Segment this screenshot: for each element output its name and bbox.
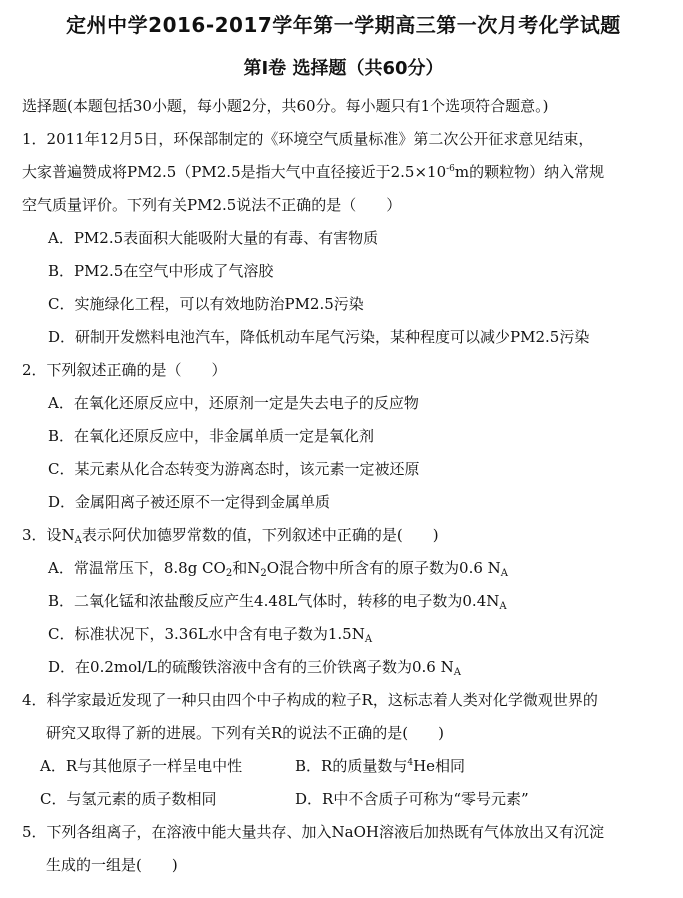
q2-option-b: B．在氧化还原反应中，非金属单质一定是氧化剂 bbox=[48, 427, 375, 445]
q4-stem-line1: 4．科学家最近发现了一种只由四个中子构成的粒子R，这标志着人类对化学微观世界的 bbox=[22, 691, 598, 709]
q3-stem-b: 表示阿伏加德罗常数的值，下列叙述中正确的是( ) bbox=[81, 526, 439, 544]
q4-option-c: C．与氢元素的质子数相同 bbox=[40, 790, 217, 808]
q3-option-c bbox=[22, 618, 665, 651]
q2-option-d: D．金属阳离子被还原不一定得到金属单质 bbox=[48, 493, 331, 511]
q2-stem: 2．下列叙述正确的是（ ） bbox=[22, 361, 227, 379]
section-heading: 第Ⅰ卷 选择题（共60分） bbox=[243, 58, 444, 79]
q4-options-row2 bbox=[22, 783, 665, 816]
question-5 bbox=[22, 816, 665, 882]
q4-b-text2: He相同 bbox=[413, 757, 466, 775]
q1-stem-line2-b: m的颗粒物）纳入常规 bbox=[454, 163, 605, 181]
question-4 bbox=[22, 684, 665, 816]
q3-d-sub: A bbox=[453, 667, 461, 678]
q3-c-text: C．标准状况下，3.36L水中含有电子数为1.5N bbox=[48, 625, 365, 643]
q3-stem bbox=[22, 519, 665, 552]
q4-b-sup: 4 bbox=[407, 758, 414, 768]
q1-stem-line2-a: 大家普遍赞成将PM2.5（PM2.5是指大气中直径接近于2.5×10 bbox=[22, 163, 447, 181]
q3-a-sub1: 2 bbox=[225, 568, 233, 579]
q5-stem-line1: 5．下列各组离子，在溶液中能大量共存、加入NaOH溶液后加热既有气体放出又有沉淀 bbox=[22, 823, 604, 841]
exam-title: 定州中学2016-2017学年第一学期高三第一次月考化学试题 bbox=[66, 13, 621, 37]
q3-a-sub3: A bbox=[500, 568, 509, 579]
q3-b-text: B．二氧化锰和浓盐酸反应产生4.48L气体时，转移的电子数为0.4N bbox=[48, 592, 500, 610]
q1-option-c: C．实施绿化工程，可以有效地防治PM2.5污染 bbox=[48, 295, 364, 313]
q4-stem-line2: 研究又取得了新的进展。下列有关R的说法不正确的是( ) bbox=[46, 724, 445, 742]
q4-option-a: A．R与其他原子一样呈电中性 bbox=[40, 757, 243, 775]
q4-option-b bbox=[295, 757, 465, 775]
instructions: 选择题(本题包括30小题，每小题2分，共60分。每小题只有1个选项符合题意。) bbox=[22, 97, 549, 115]
q4-b-text1: B．R的质量数与 bbox=[295, 757, 408, 775]
q4-option-d: D．R中不含质子可称为“零号元素” bbox=[295, 790, 529, 808]
q5-stem-line2: 生成的一组是( ) bbox=[46, 856, 178, 874]
question-1 bbox=[22, 123, 665, 354]
q3-a-text1: A．常温常压下，8.8g CO bbox=[48, 559, 226, 577]
q1-option-b: B．PM2.5在空气中形成了气溶胶 bbox=[48, 262, 274, 280]
q1-option-d: D．研制开发燃料电池汽车，降低机动车尾气污染，某种程度可以减少PM2.5污染 bbox=[48, 328, 590, 346]
q3-option-d bbox=[22, 651, 665, 684]
q3-option-b bbox=[22, 585, 665, 618]
q3-stem-a: 3．设N bbox=[22, 526, 75, 544]
q3-option-a bbox=[22, 552, 665, 585]
question-3 bbox=[22, 519, 665, 684]
q1-stem-line3: 空气质量评价。下列有关PM2.5说法不正确的是（ ） bbox=[22, 196, 402, 214]
q3-b-sub: A bbox=[499, 601, 507, 612]
q2-option-a: A．在氧化还原反应中，还原剂一定是失去电子的反应物 bbox=[48, 394, 419, 412]
question-2 bbox=[22, 354, 665, 519]
q3-a-text2: 和N bbox=[232, 559, 261, 577]
q3-c-sub: A bbox=[364, 634, 373, 645]
q1-exponent: -6 bbox=[446, 164, 455, 174]
q4-options-row1 bbox=[22, 750, 665, 783]
q3-a-sub2: 2 bbox=[260, 568, 267, 579]
q1-stem-line2 bbox=[22, 156, 665, 189]
q2-option-c: C．某元素从化合态转变为游离态时，该元素一定被还原 bbox=[48, 460, 420, 478]
q1-stem-line1: 1．2011年12月5日，环保部制定的《环境空气质量标准》第二次公开征求意见结束， bbox=[22, 130, 594, 148]
q3-stem-sub: A bbox=[74, 535, 82, 546]
q3-d-text: D．在0.2mol/L的硫酸铁溶液中含有的三价铁离子数为0.6 N bbox=[48, 658, 454, 676]
q3-a-text3: O混合物中所含有的原子数为0.6 N bbox=[266, 559, 501, 577]
q1-option-a: A．PM2.5表面积大能吸附大量的有毒、有害物质 bbox=[48, 229, 379, 247]
